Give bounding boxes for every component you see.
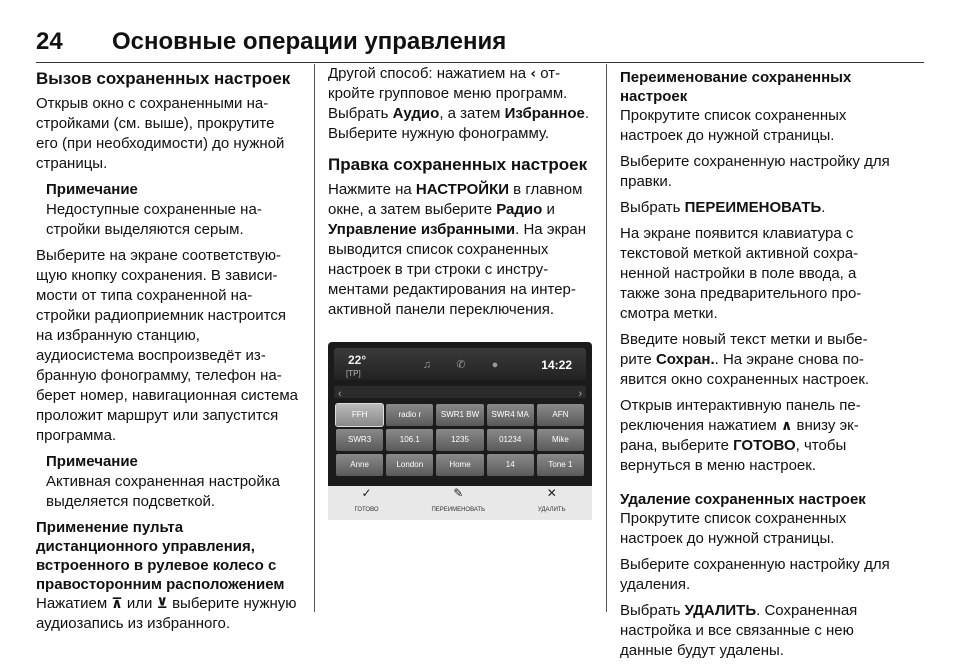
favourite-button[interactable]: Home <box>436 454 483 476</box>
favourites-screen-image <box>328 342 592 520</box>
pencil-icon: ✎ <box>453 486 464 500</box>
favourite-button[interactable]: London <box>386 454 433 476</box>
favourites-row <box>336 454 584 476</box>
preset-pager <box>334 386 586 398</box>
column-divider <box>606 64 607 612</box>
favourite-button[interactable]: FFH <box>336 404 383 426</box>
tp-indicator: [TP] <box>346 369 361 378</box>
seek-down-icon: ⊻ <box>156 596 168 612</box>
check-icon: ✓ <box>361 486 372 500</box>
paragraph-rename-3: Выбрать ПЕРЕИМЕНОВАТЬ. <box>620 199 826 216</box>
paragraph-delete-1: Прокрутите список сохраненных настроек до нужной страницы. <box>620 510 847 547</box>
close-icon: ✕ <box>546 486 557 500</box>
column-divider <box>314 64 315 612</box>
seek-up-icon: ⊼ <box>111 596 123 612</box>
favourite-button[interactable]: Mike <box>537 429 584 451</box>
paragraph-remote: Нажатием ⊼ или ⊻ выберите нужную аудиозапись из избранного. <box>36 595 297 632</box>
heading-rename: Переименование сохраненных настроек <box>620 69 852 105</box>
heading-remote: Применение пульта дистанционного управления, встроенного в рулевое колесо с правосторонним расположением <box>36 519 285 593</box>
chevron-left-icon: ‹ <box>338 388 342 400</box>
paragraph-edit: Нажмите на НАСТРОЙКИ в главном окне, а затем выберите Радио и Управление избранными. На экран выводится список сохраненных настроек в три строки с инструментами редактирования на интерактивной панели переключения. <box>328 181 587 318</box>
heading-recall: Вызов сохраненных настроек <box>36 69 291 88</box>
favourite-button[interactable]: 14 <box>487 454 534 476</box>
paragraph-rename-2: Выберите сохраненную настройку для правки. <box>620 153 890 190</box>
action-button[interactable] <box>431 486 485 520</box>
note-title: Примечание <box>46 181 138 198</box>
note-text: Недоступные сохраненные настройки выделяются серым. <box>46 201 262 238</box>
temperature: 22° <box>348 353 367 367</box>
action-button[interactable] <box>354 486 378 520</box>
favourite-button[interactable]: AFN <box>537 404 584 426</box>
music-icon: ♫ <box>422 359 432 371</box>
chevron-up-icon: ∧ <box>780 418 793 434</box>
note-unavailable <box>36 180 300 240</box>
heading-delete: Удаление сохраненных настроек <box>620 491 866 508</box>
action-button[interactable] <box>538 486 566 520</box>
favourites-row <box>336 404 584 426</box>
note-active <box>36 452 300 512</box>
paragraph-recall: Открыв окно с сохраненными настройками (см. выше), прокрутите его (при необходимости) до нужной страницы. <box>36 95 285 172</box>
favourite-button[interactable]: SWR1 BW <box>436 404 483 426</box>
favourites-row <box>336 429 584 451</box>
favourite-button[interactable]: 106.1 <box>386 429 433 451</box>
heading-edit: Правка сохраненных настроек <box>328 155 588 174</box>
page-title: Основные операции управления <box>112 28 507 55</box>
note-title: Примечание <box>46 453 138 470</box>
paragraph-alternative: Другой способ: нажатием на ‹ откройте групповое меню программ. Выбрать Аудио, а затем Избранное. Выберите нужную фонограмму. <box>328 65 590 142</box>
status-bar <box>334 348 586 380</box>
column-middle <box>328 64 592 520</box>
note-text: Активная сохраненная настройка выделяется подсветкой. <box>46 473 281 510</box>
favourites-grid <box>336 404 584 479</box>
favourite-button[interactable]: 1235 <box>436 429 483 451</box>
paragraph-delete-2: Выберите сохраненную настройку для удаления. <box>620 556 890 593</box>
action-bar <box>328 486 592 520</box>
paragraph-delete-3: Выбрать УДАЛИТЬ. Сохраненная настройка и все связанные с нею данные будут удалены. <box>620 602 858 659</box>
favourite-button[interactable]: Tone 1 <box>537 454 584 476</box>
action-label: ПЕРЕИМЕНОВАТЬ <box>431 507 486 513</box>
back-icon: ‹ <box>530 66 537 82</box>
paragraph-rename-6: Открыв интерактивную панель переключения нажатием ∧ внизу экрана, выберите ГОТОВО, чтобы вернуться в меню настроек. <box>620 397 861 474</box>
action-label: УДАЛИТЬ <box>537 507 566 513</box>
favourite-button[interactable]: 01234 <box>487 429 534 451</box>
clock: 14:22 <box>541 358 572 372</box>
favourite-button[interactable]: radio r <box>386 404 433 426</box>
favourite-button[interactable]: SWR4 MA <box>487 404 534 426</box>
chevron-right-icon: › <box>578 388 582 400</box>
column-left <box>36 64 300 640</box>
info-icon: ● <box>491 359 499 371</box>
phone-icon: ✆ <box>456 359 466 371</box>
paragraph-select: Выберите на экране соответствующую кнопку сохранения. В зависимости от типа сохраненной настройки радиоприемник настроится на избранную станцию, аудиосистема воспроизведёт избранную фонограмму, телефон наберет номер, навигационная система проложит маршрут или запустится программа. <box>36 247 298 444</box>
favourite-button[interactable]: SWR3 <box>336 429 383 451</box>
paragraph-rename-4: На экране появится клавиатура с текстовой меткой активной сохраненной настройки в поле ввода, а также зона предварительного просмотра метки. <box>620 225 862 322</box>
paragraph-rename-1: Прокрутите список сохраненных настроек до нужной страницы. <box>620 107 847 144</box>
paragraph-rename-5: Введите новый текст метки и выберите Сохран.. На экране снова появится окно сохраненных настроек. <box>620 331 870 388</box>
action-label: ГОТОВО <box>354 507 379 513</box>
favourite-button[interactable]: Anne <box>336 454 383 476</box>
header-rule <box>36 62 924 63</box>
column-right <box>620 64 890 667</box>
page-number: 24 <box>36 28 63 55</box>
